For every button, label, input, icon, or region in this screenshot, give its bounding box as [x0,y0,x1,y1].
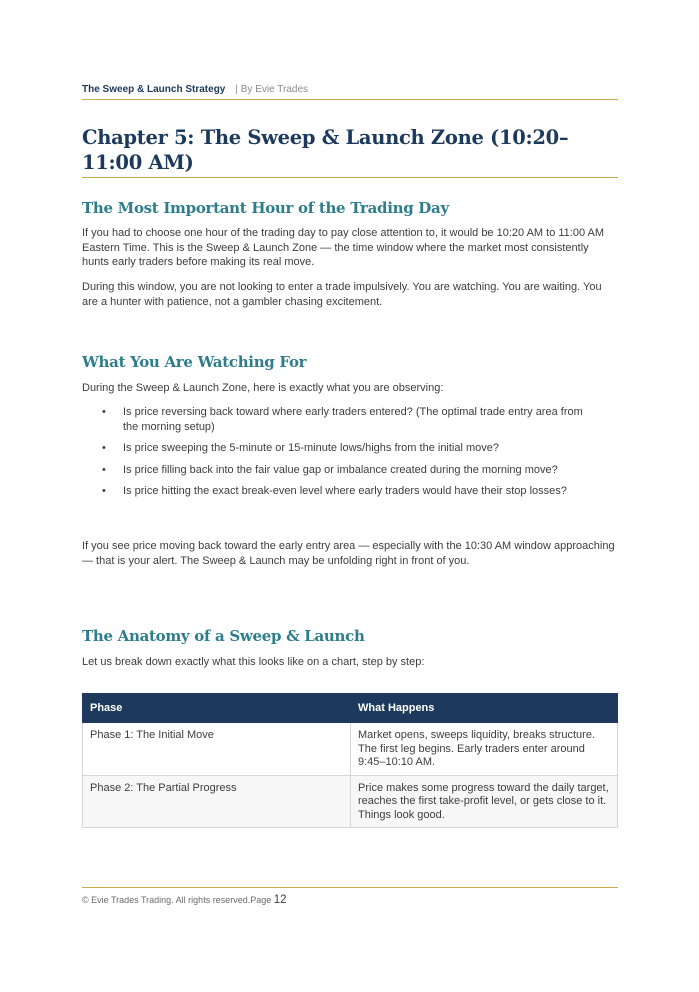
list-item: • Is price hitting the exact break-even level where early traders would have their stop losses? [82,484,593,499]
table-row [83,723,618,776]
header-title: The Sweep & Launch Strategy [82,84,226,95]
section-heading-important-hour: The Most Important Hour of the Trading Day [82,199,449,217]
list-item: • Is price filling back into the fair value gap or imbalance created during the morning move? [82,463,593,478]
page-number: 12 [273,894,287,906]
footer-rule [82,887,618,888]
paragraph: If you see price moving back toward the early entry area — especially with the 10:30 AM window approaching — that is your alert. The Sweep & Launch may be unfolding right in front of you. [82,540,615,567]
list-item: • Is price reversing back toward where early traders entered? (The optimal trade entry area from the morning setup) [82,405,593,434]
table-cell-description: Market opens, sweeps liquidity, breaks structure. The first leg begins. Early traders enter around 9:45–10:10 AM. [351,723,618,776]
table-cell-description: Price makes some progress toward the daily target, reaches the first take-profit level, or gets close to it. Things look good. [351,775,618,828]
chapter-title: Chapter 5: The Sweep & Launch Zone (10:20–11:00 AM) [82,126,569,174]
watch-list [82,405,618,506]
column-header-phase: Phase [83,694,351,723]
phases-table [82,693,618,828]
column-header-what-happens: What Happens [351,694,618,723]
paragraph: Let us break down exactly what this looks like on a chart, step by step: [82,656,425,668]
header-rule [82,99,618,100]
table-cell-phase: Phase 1: The Initial Move [83,723,351,776]
paragraph: During this window, you are not looking to enter a trade impulsively. You are watching. You are waiting. You are a hunter with patience, not a gambler chasing excitement. [82,281,602,308]
footer-page-label: Page [250,895,272,905]
page-footer [82,894,287,906]
paragraph: During the Sweep & Launch Zone, here is exactly what you are observing: [82,382,444,394]
running-header [82,84,618,95]
section-heading-anatomy: The Anatomy of a Sweep & Launch [82,627,365,645]
footer-copyright: © Evie Trades Trading. All rights reserved. [82,895,251,905]
list-item: • Is price sweeping the 5-minute or 15-minute lows/highs from the initial move? [82,441,593,456]
chapter-title-rule [82,177,618,178]
header-byline: | By Evie Trades [235,84,309,95]
table-header-row [83,694,618,723]
table-row [83,775,618,828]
paragraph: If you had to choose one hour of the trading day to pay close attention to, it would be 10:20 AM to 11:00 AM Eastern Time. This is the Sweep & Launch Zone — the time window where the market most consistently hunts early traders before making its real move. [82,227,605,268]
table-cell-phase: Phase 2: The Partial Progress [83,775,351,828]
section-heading-watching-for: What You Are Watching For [82,353,307,371]
